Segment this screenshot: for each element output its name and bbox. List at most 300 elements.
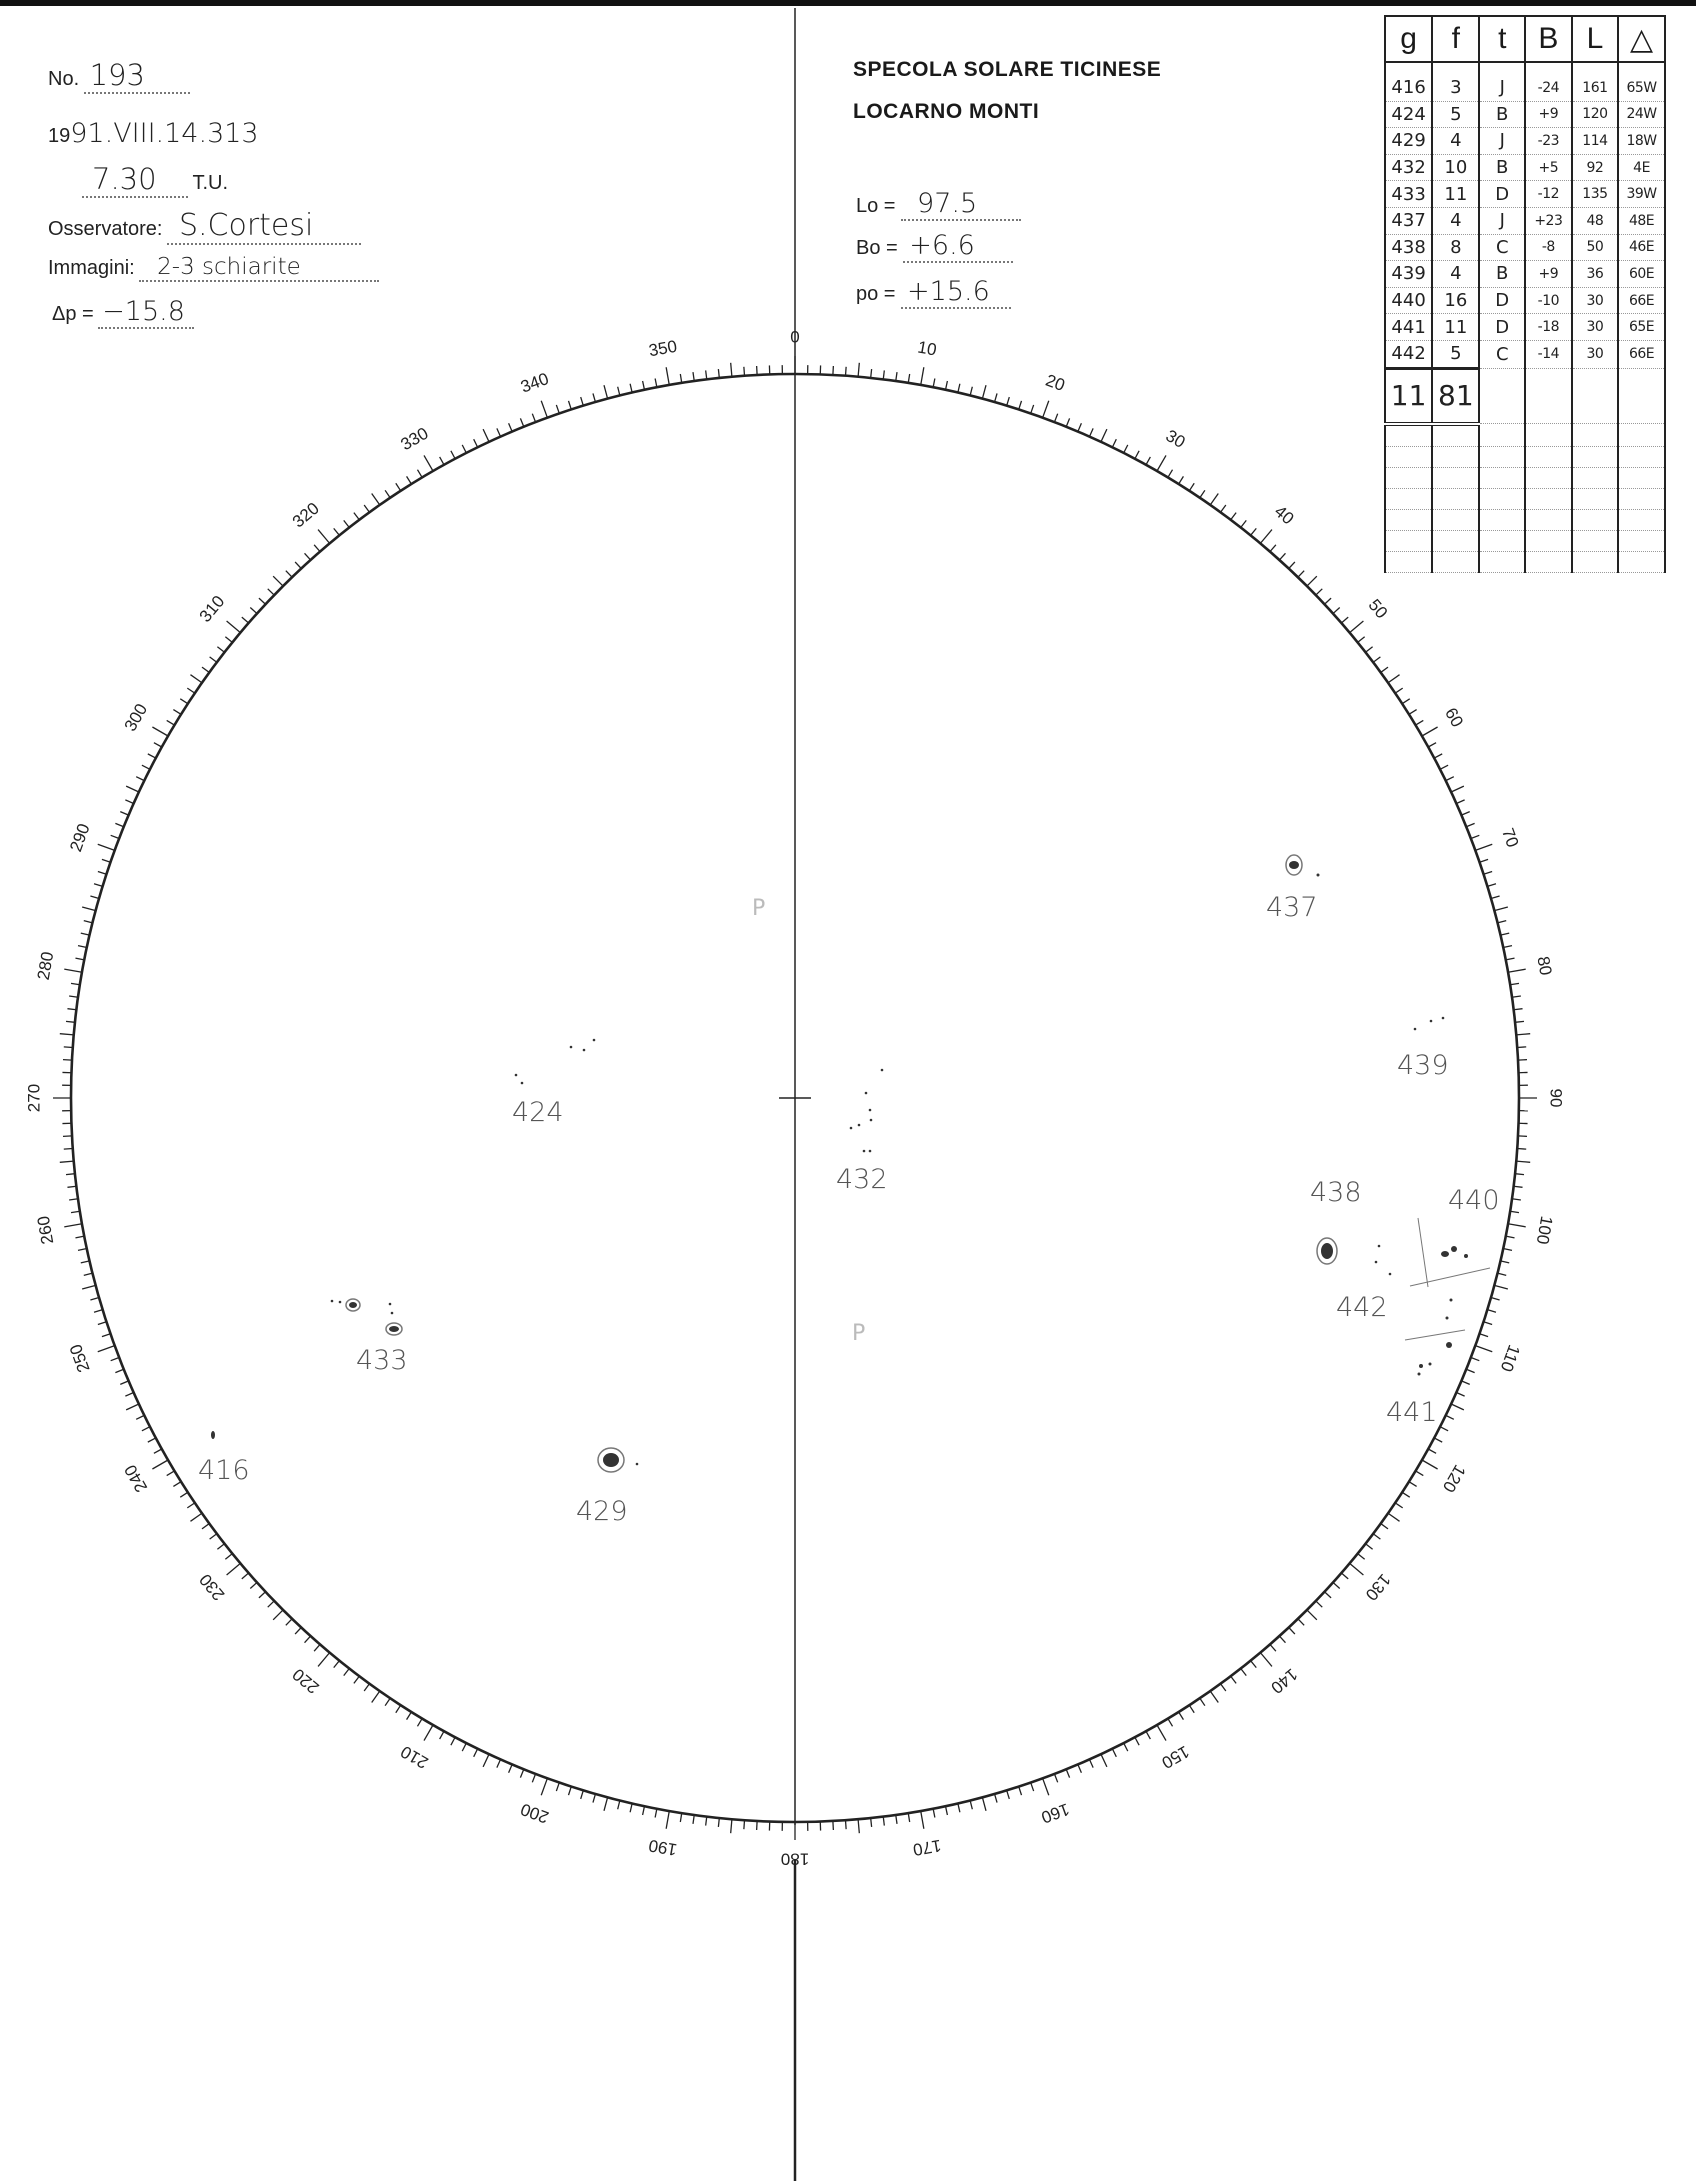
limb-tick [858,1819,859,1833]
group-label-432: 432 [836,1164,888,1195]
table-cell: 5 [1432,340,1479,368]
limb-tick [655,378,657,387]
limb-tick [1451,786,1464,792]
limb-tick [858,363,859,377]
limb-tick [305,553,311,560]
group-boundary-line [1410,1268,1490,1286]
degree-label-140: 140 [1267,1664,1302,1698]
limb-tick [305,1636,311,1643]
table-cell: 438 [1385,234,1432,261]
table-cell: 50 [1572,234,1618,261]
table-cell: 11 [1432,314,1479,341]
limb-tick [731,363,732,377]
sunspot-mark [858,1124,861,1127]
sunspot-mark [593,1039,596,1042]
table-cell: 16 [1432,287,1479,314]
table-cell: 39W [1618,181,1665,208]
limb-tick [995,1794,997,1803]
limb-tick [78,1249,87,1251]
limb-tick [440,1731,444,1739]
sunspot-mark [211,1431,215,1439]
limb-tick [314,1644,320,1651]
limb-tick [154,1449,162,1453]
degree-label-210: 210 [397,1741,432,1773]
limb-tick [250,1582,257,1588]
limb-tick [259,1592,266,1598]
limb-tick [142,1427,150,1431]
limb-tick [71,1211,80,1212]
limb-tick [424,455,433,471]
limb-tick [334,528,340,535]
limb-tick [354,1676,359,1683]
limb-tick [1043,401,1049,418]
limb-tick [1514,1186,1523,1187]
limb-tick [1416,720,1424,725]
limb-tick [1497,921,1506,923]
limb-tick [1491,1298,1500,1300]
limb-tick [1516,1034,1530,1035]
limb-tick [1500,933,1509,935]
limb-tick [210,1534,217,1539]
limb-tick [1480,859,1489,862]
limb-tick [1179,476,1184,484]
degree-label-50: 50 [1364,595,1392,623]
limb-tick [1451,1404,1464,1410]
limb-tick [1241,520,1247,527]
limb-tick [1307,576,1317,586]
limb-tick [1434,1438,1442,1442]
limb-tick [958,1803,960,1812]
limb-tick [111,835,119,838]
sunspot-mark [1289,861,1299,869]
table-cell: 439 [1385,261,1432,288]
facula-mark: P [752,896,766,921]
table-cell: 161 [1572,62,1618,101]
table-cell: 424 [1385,101,1432,128]
limb-tick [532,1774,535,1782]
limb-tick [364,1684,369,1691]
limb-tick [568,1787,571,1796]
limb-tick [1475,844,1492,850]
limb-tick [1512,1199,1521,1200]
limb-tick [210,657,217,662]
limb-tick [1494,1285,1508,1289]
limb-tick [1350,621,1364,633]
limb-tick [202,667,209,672]
limb-tick [148,1438,156,1442]
limb-tick [718,1818,719,1827]
limb-tick [273,576,283,586]
b0-value: +6.6 [903,230,1013,263]
number-label: No. [48,68,80,90]
table-cell: 416 [1385,62,1432,101]
limb-tick [1416,1471,1424,1476]
table-cell: 30 [1572,287,1618,314]
limb-tick [593,1794,595,1803]
observer-value: S.Cortesi [167,208,361,245]
limb-tick [1054,414,1057,422]
limb-tick [217,647,224,653]
limb-tick [896,1815,897,1824]
limb-tick [970,1800,972,1809]
facula-mark: P [852,1321,866,1346]
sunspot-mark [1389,1273,1392,1276]
sunspot-mark [863,1150,866,1153]
limb-tick [1289,562,1295,569]
limb-tick [921,1811,924,1829]
time-value: 7.30 [82,162,188,198]
table-cell: -8 [1525,234,1572,261]
limb-tick [1515,1174,1524,1175]
limb-tick [1054,1774,1057,1782]
limb-tick [1461,1381,1469,1385]
limb-tick [187,1503,194,1508]
limb-tick [1270,545,1276,552]
limb-tick [187,688,194,693]
limb-tick [706,370,707,379]
limb-tick [1260,530,1272,544]
limb-tick [126,1404,139,1410]
l0-value: 97.5 [901,188,1021,221]
table-cell: B [1479,101,1525,128]
limb-tick [67,1009,76,1010]
limb-tick [385,1698,390,1705]
limb-tick [1510,1211,1519,1212]
limb-tick [1512,996,1521,997]
limb-tick [604,1797,608,1811]
limb-tick [1298,571,1304,577]
sunspot-mark [881,1069,884,1072]
limb-tick [1307,1610,1317,1620]
table-cell: 442 [1385,340,1432,368]
limb-tick [556,1783,559,1792]
sunspot-mark [1414,1028,1417,1031]
limb-tick [440,457,444,465]
limb-tick [1019,1787,1022,1796]
limb-tick [1157,1725,1166,1741]
limb-tick [385,490,390,497]
limb-tick [286,571,292,577]
limb-tick [344,1669,350,1676]
limb-tick [190,675,201,683]
limb-tick [995,393,997,402]
table-cell: 432 [1385,154,1432,181]
sunspot-mark [349,1302,357,1308]
sunspot-mark [1419,1364,1423,1368]
limb-tick [250,608,257,614]
limb-tick [474,439,478,447]
degree-label-60: 60 [1441,704,1468,731]
table-cell: -14 [1525,340,1572,368]
limb-tick [1325,1592,1332,1598]
limb-tick [933,378,935,387]
table-cell: 66E [1618,340,1665,368]
limb-tick [227,621,241,633]
limb-tick [1480,1334,1489,1337]
limb-tick [871,1818,872,1827]
limb-tick [1395,688,1402,693]
limb-tick [474,1749,478,1757]
limb-tick [173,710,181,715]
table-cell: 65E [1618,314,1665,341]
limb-tick [225,1554,232,1560]
limb-tick [846,367,847,376]
table-cell: +9 [1525,101,1572,128]
limb-tick [242,1573,249,1579]
degree-label-150: 150 [1158,1741,1193,1773]
table-cell: +9 [1525,261,1572,288]
table-cell: 8 [1432,234,1479,261]
degree-label-330: 330 [397,423,432,455]
limb-tick [1251,528,1257,535]
limb-tick [1487,884,1496,887]
limb-tick [102,859,111,862]
limb-tick [1298,1619,1304,1625]
limb-tick [1503,946,1512,948]
limb-tick [64,969,82,972]
limb-tick [1200,490,1205,497]
limb-tick [1124,1743,1128,1751]
limb-tick [1402,1492,1410,1497]
limb-tick [98,1346,115,1352]
degree-label-120: 120 [1438,1461,1470,1496]
group-label-416: 416 [198,1455,250,1486]
limb-tick [483,1754,489,1767]
limb-tick [344,520,350,527]
limb-tick [1189,483,1194,491]
limb-tick [372,1691,380,1702]
date-value: 91.VIII.14.313 [70,118,259,149]
limb-tick [1333,608,1340,614]
limb-tick [1456,800,1464,804]
limb-tick [1409,710,1417,715]
sunspot-mark [331,1300,334,1303]
limb-tick [556,405,559,414]
limb-tick [1135,451,1139,459]
limb-tick [98,1322,107,1325]
institution-name: SPECOLA SOLARE TICINESE [853,58,1162,81]
sunspot-mark [603,1453,619,1467]
time-unit: T.U. [192,172,229,194]
limb-tick [1456,1392,1464,1396]
table-cell: -18 [1525,314,1572,341]
table-cell: J [1479,62,1525,101]
observer-label: Osservatore: [48,218,163,240]
limb-tick [71,983,80,984]
limb-tick [81,1261,90,1263]
limb-tick [1007,397,1010,406]
limb-tick [173,1482,181,1487]
limb-tick [1471,1357,1479,1360]
limb-tick [1388,675,1399,683]
limb-tick [1279,553,1285,560]
degree-label-260: 260 [33,1214,58,1246]
limb-tick [1515,1021,1524,1022]
limb-tick [462,1743,466,1751]
limb-tick [643,381,645,390]
degree-label-340: 340 [518,369,552,397]
sunspot-mark [570,1046,573,1049]
limb-tick [1366,1544,1373,1550]
sunspot-mark [1378,1245,1381,1248]
l0-label: Lo = [856,195,896,217]
table-cell: C [1479,234,1525,261]
limb-tick [60,1034,74,1035]
limb-tick [568,401,571,410]
limb-tick [396,483,401,491]
limb-tick [643,1806,645,1815]
degree-label-180: 180 [780,1849,810,1869]
limb-tick [1446,777,1454,781]
limb-tick [908,1813,909,1822]
limb-tick [1101,429,1107,442]
group-label-424: 424 [512,1097,564,1128]
degree-label-20: 20 [1043,370,1068,396]
limb-tick [1381,1524,1388,1529]
table-cell: 10 [1432,154,1479,181]
limb-tick [1279,1636,1285,1643]
limb-tick [1409,1482,1417,1487]
sunspot-mark [1442,1017,1445,1020]
limb-tick [84,921,93,923]
limb-tick [314,545,320,552]
limb-tick [693,1815,694,1824]
limb-tick [94,1310,103,1313]
degree-label-80: 80 [1533,954,1556,977]
table-cell: 120 [1572,101,1618,128]
sunspot-mark [515,1074,518,1077]
table-cell: 5 [1432,101,1479,128]
table-cell: 441 [1385,314,1432,341]
limb-tick [1350,1563,1364,1575]
limb-tick [84,1273,93,1275]
limb-tick [1316,589,1322,595]
limb-tick [1168,1719,1173,1727]
total-groups: 11 [1385,368,1432,424]
table-cell: 437 [1385,207,1432,234]
sunspot-mark [583,1049,586,1052]
limb-tick [125,800,133,804]
sunspot-mark [1451,1246,1457,1252]
limb-tick [509,423,513,431]
limb-tick [1494,907,1508,911]
limb-tick [1341,617,1348,623]
limb-tick [680,1813,681,1822]
limb-tick [1241,1669,1247,1676]
limb-tick [666,367,669,385]
limb-tick [1491,896,1500,898]
limb-tick [190,1513,201,1521]
limb-tick [1508,969,1526,972]
limb-tick [334,1661,340,1668]
limb-tick [541,1778,547,1795]
limb-tick [417,470,422,478]
group-boundary-line [1418,1218,1428,1287]
limb-tick [1019,401,1022,410]
degree-label-190: 190 [647,1835,679,1860]
limb-tick [1231,1676,1236,1683]
table-cell: 30 [1572,314,1618,341]
limb-tick [706,1817,707,1826]
limb-tick [509,1764,513,1772]
limb-tick [933,1809,935,1818]
degree-label-350: 350 [647,336,679,361]
sunspot-mark [869,1150,872,1153]
table-cell: 429 [1385,128,1432,155]
degree-label-300: 300 [120,700,152,735]
table-cell: 433 [1385,181,1432,208]
limb-tick [1373,1534,1380,1539]
sunspot-mark [1317,874,1320,877]
table-cell: B [1479,261,1525,288]
group-label-439: 439 [1397,1050,1449,1081]
limb-tick [98,844,115,850]
limb-tick [60,1161,74,1162]
limb-tick [883,1817,884,1826]
limb-tick [407,476,412,484]
limb-tick [1031,405,1034,414]
group-label-433: 433 [356,1345,408,1376]
sunspot-mark [1446,1342,1452,1348]
limb-tick [1475,1346,1492,1352]
limb-tick [354,513,359,520]
limb-tick [78,946,87,948]
sunspot-mark [865,1092,868,1095]
sunspot-mark [1464,1254,1468,1258]
limb-tick [1031,1783,1034,1792]
table-cell: 24W [1618,101,1665,128]
limb-tick [1422,1460,1438,1469]
limb-tick [1270,1644,1276,1651]
degree-label-230: 230 [195,1570,229,1605]
limb-tick [1395,1503,1402,1508]
limb-tick [1221,1684,1226,1691]
limb-tick [883,370,884,379]
degree-label-70: 70 [1497,825,1523,850]
table-cell: 11 [1432,181,1479,208]
limb-tick [1221,505,1226,512]
table-cell: 4 [1432,261,1479,288]
limb-tick [604,385,608,399]
degree-label-10: 10 [916,337,939,360]
limb-tick [958,384,960,393]
limb-tick [921,367,924,385]
limb-tick [618,387,620,396]
limb-tick [1043,1778,1049,1795]
limb-tick [1517,1149,1526,1150]
limb-tick [497,428,501,436]
limb-tick [1124,445,1128,453]
table-cell: 92 [1572,154,1618,181]
limb-tick [318,530,330,544]
limb-tick [666,1811,669,1829]
limb-tick [111,1357,119,1360]
limb-tick [630,384,632,393]
degree-label-90: 90 [1546,1088,1566,1108]
limb-tick [115,1369,123,1372]
table-cell: -12 [1525,181,1572,208]
degree-label-200: 200 [518,1799,552,1827]
table-cell: +5 [1525,154,1572,181]
limb-tick [1179,1712,1184,1720]
limb-tick [946,381,948,390]
limb-tick [1402,699,1410,704]
table-cell: D [1479,314,1525,341]
limb-tick [1514,1009,1523,1010]
degree-label-170: 170 [911,1835,943,1860]
table-cell: 4 [1432,128,1479,155]
sunspot-mark [391,1312,394,1315]
